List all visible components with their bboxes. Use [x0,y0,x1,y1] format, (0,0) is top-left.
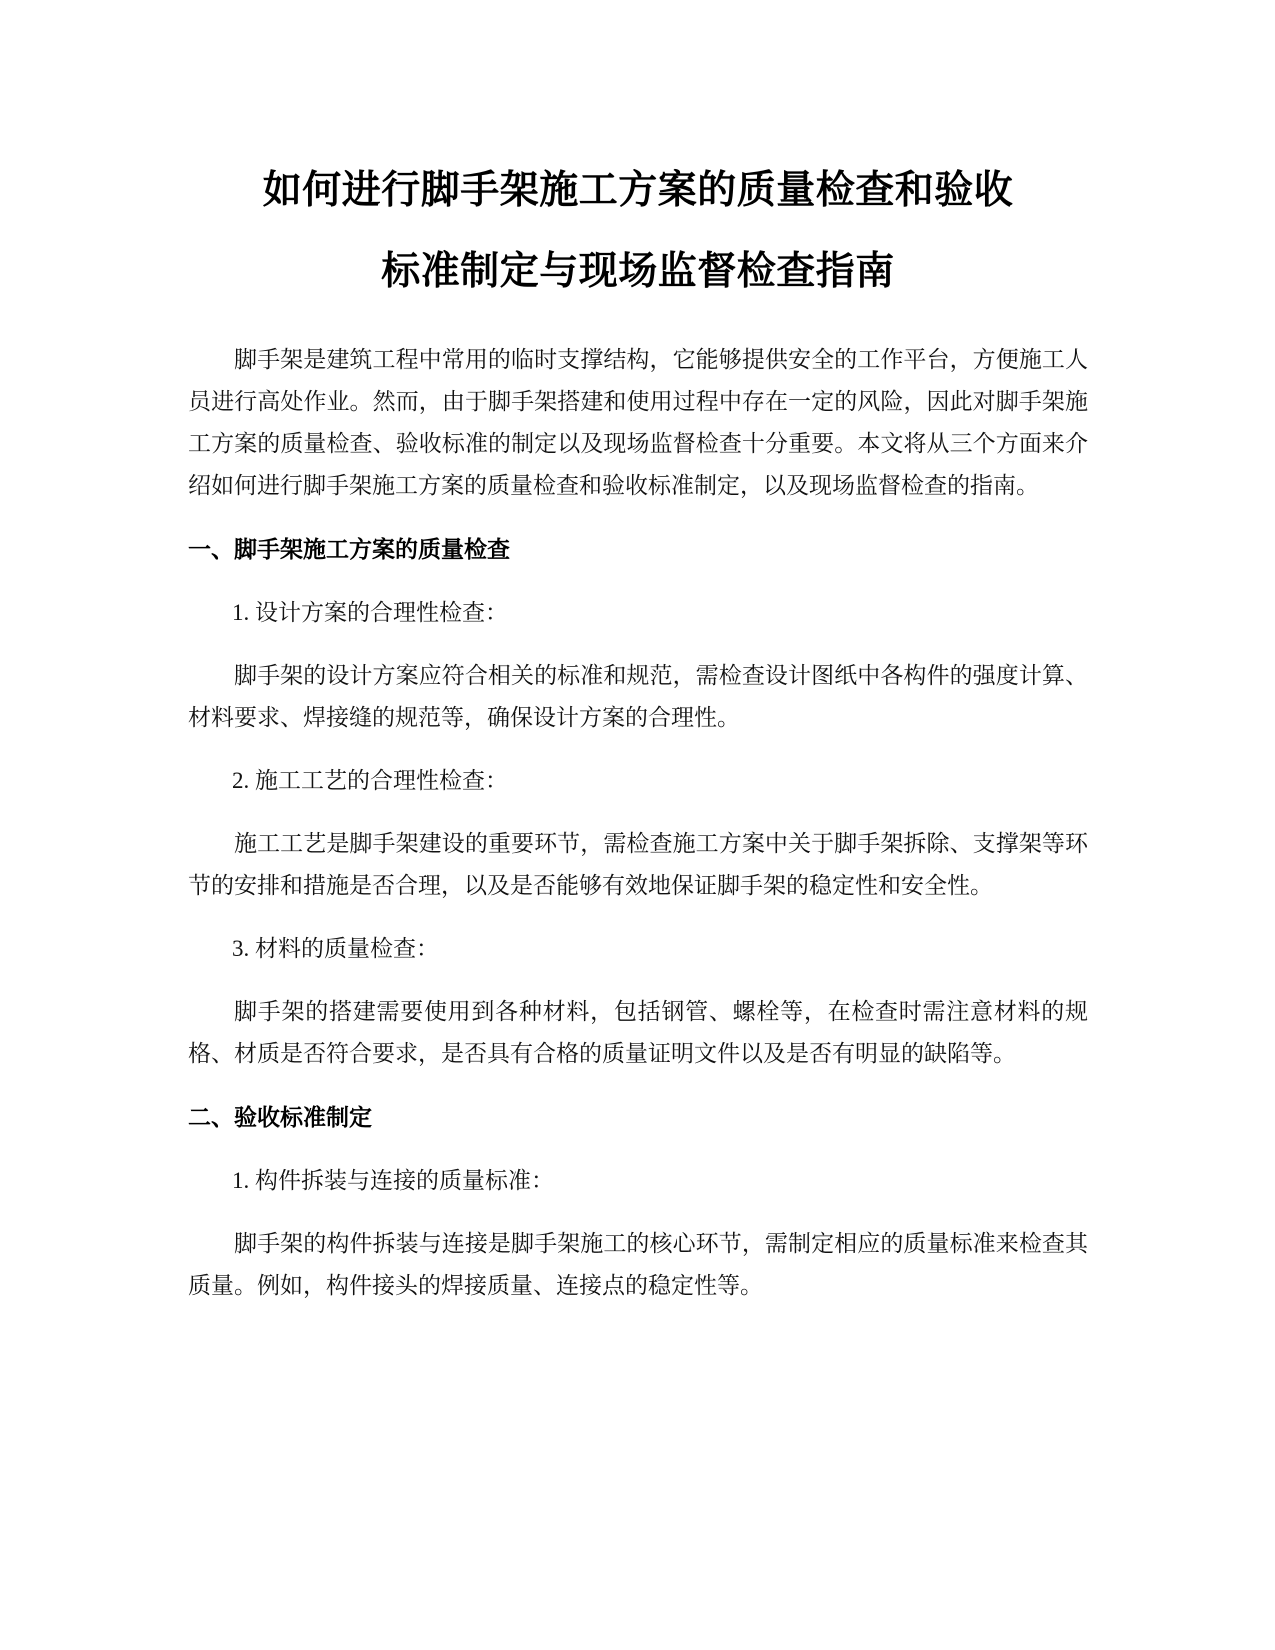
item-2-1-body: 脚手架的构件拆装与连接是脚手架施工的核心环节，需制定相应的质量标准来检查其质量。例如，构件接头的焊接质量、连接点的稳定性等。 [188,1231,1088,1298]
document-content [188,150,1088,1307]
document-title [188,150,1088,312]
title-line-2: 标准制定与现场监督检查指南 [381,249,895,294]
item-1-2-heading: 2. 施工工艺的合理性检查： [232,768,508,793]
title-line-1: 如何进行脚手架施工方案的质量检查和验收 [262,168,1014,213]
item-1-2-body: 施工工艺是脚手架建设的重要环节，需检查施工方案中关于脚手架拆除、支撑架等环节的安排和措施是否合理，以及是否能够有效地保证脚手架的稳定性和安全性。 [188,831,1088,898]
item-1-1-body: 脚手架的设计方案应符合相关的标准和规范，需检查设计图纸中各构件的强度计算、材料要求、焊接缝的规范等，确保设计方案的合理性。 [188,663,1088,730]
item-1-3-body: 脚手架的搭建需要使用到各种材料，包括钢管、螺栓等，在检查时需注意材料的规格、材质是否符合要求，是否具有合格的质量证明文件以及是否有明显的缺陷等。 [188,999,1088,1066]
section-1-heading: 一、脚手架施工方案的质量检查 [188,537,510,563]
intro-paragraph: 脚手架是建筑工程中常用的临时支撑结构，它能够提供安全的工作平台，方便施工人员进行高处作业。然而，由于脚手架搭建和使用过程中存在一定的风险，因此对脚手架施工方案的质量检查、验收标准的制定以及现场监督检查十分重要。本文将从三个方面来介绍如何进行脚手架施工方案的质量检查和验收标准制定，以及现场监督检查的指南。 [188,347,1088,498]
section-2-heading: 二、验收标准制定 [188,1105,372,1131]
item-2-1-heading: 1. 构件拆装与连接的质量标准： [232,1168,554,1193]
item-1-3-heading: 3. 材料的质量检查： [232,936,439,961]
item-1-1-heading: 1. 设计方案的合理性检查： [232,600,508,625]
